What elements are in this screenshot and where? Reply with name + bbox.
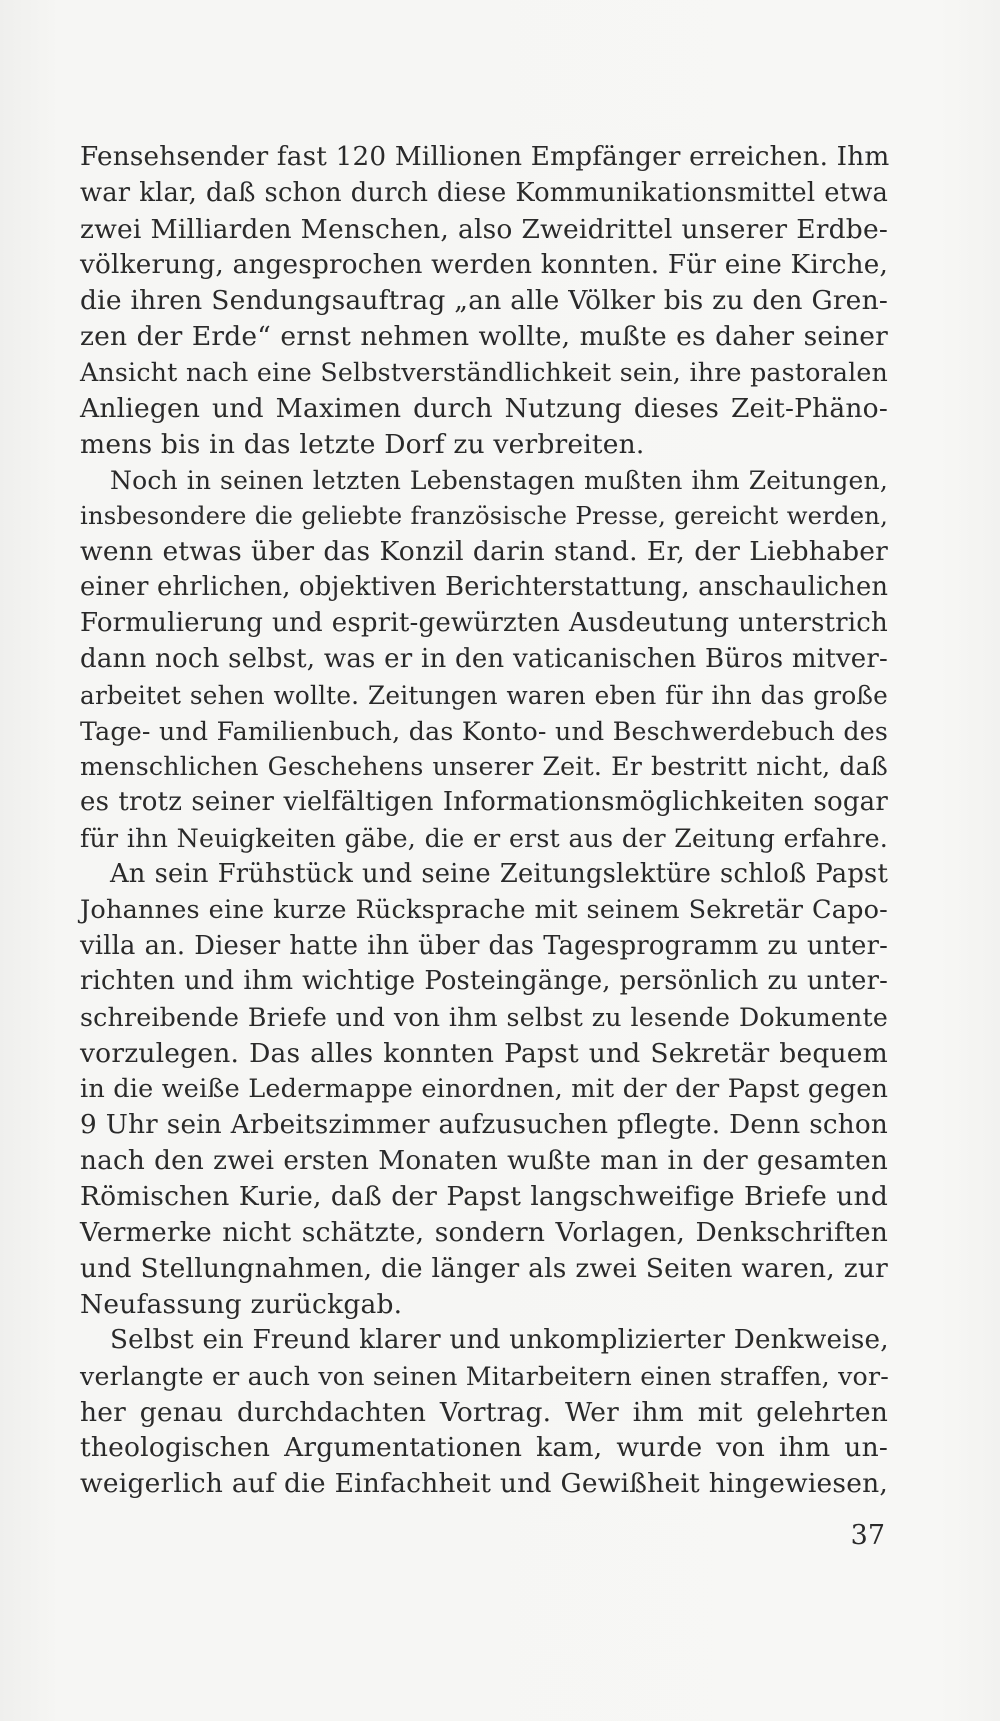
text-line: Johannes eine kurze Rücksprache mit seinem Sekretär Capo- [80, 894, 888, 925]
text-line: schreibende Briefe und von ihm selbst zu lesende Dokumente [80, 1003, 888, 1033]
text-line: Tage- und Familienbuch, das Konto- und Beschwerdebuch des [80, 716, 888, 746]
text-line: dann noch selbst, was er in den vaticanischen Büros mitver- [80, 643, 888, 674]
text-line: Ansicht nach eine Selbstverständlichkeit sein, ihre pastoralen [80, 358, 888, 388]
text-line: war klar, daß schon durch diese Kommunikationsmittel etwa [80, 177, 888, 208]
text-line: 9 Uhr sein Arbeitszimmer aufzusuchen pflegte. Denn schon [80, 1109, 888, 1140]
text-line: für ihn Neuigkeiten gäbe, die er erst aus der Zeitung erfahre. [80, 824, 888, 854]
text-line: arbeitet sehen wollte. Zeitungen waren eben für ihn das große [80, 680, 888, 710]
text-line: her genau durchdachten Vortrag. Wer ihm mit gelehrten [80, 1396, 888, 1428]
text-line: verlangte er auch von seinen Mitarbeitern einen straffen, vor- [80, 1361, 889, 1391]
text-line: nach den zwei ersten Monaten wußte man in der gesamten [80, 1145, 888, 1176]
text-line: zwei Milliarden Menschen, also Zweidrittel unserer Erdbe- [80, 213, 888, 245]
text-line: menschlichen Geschehens unserer Zeit. Er bestritt nicht, daß [80, 752, 888, 782]
text-line: richten und ihm wichtige Posteingänge, persönlich zu unter- [80, 966, 888, 997]
text-line: wenn etwas über das Konzil darin stand. Er, der Liebhaber [80, 536, 888, 568]
text-line: Römischen Kurie, daß der Papst langschweifige Briefe und [80, 1181, 888, 1213]
text-line: An sein Frühstück und seine Zeitungslektüre schloß Papst [110, 858, 888, 889]
text-line: theologischen Argumentationen kam, wurde von ihm un- [80, 1432, 888, 1464]
text-line: zen der Erde“ ernst nehmen wollte, mußte es daher seiner [80, 321, 888, 353]
text-line: völkerung, angesprochen werden konnten. Für eine Kirche, [80, 249, 888, 280]
text-line: die ihren Sendungsauftrag „an alle Völker bis zu den Gren- [80, 285, 888, 317]
text-line: Selbst ein Freund klarer und unkomplizierter Denkweise, [110, 1324, 889, 1355]
text-line: einer ehrlichen, objektiven Berichterstattung, anschaulichen [80, 572, 889, 603]
page-number: 37 [850, 1520, 885, 1551]
body-text [80, 140, 888, 1502]
text-line: mens bis in das letzte Dorf zu verbreiten. [80, 428, 645, 460]
text-line: Noch in seinen letzten Lebenstagen mußten ihm Zeitungen, [110, 465, 888, 495]
text-line: Formulierung und esprit-gewürzten Ausdeutung unterstrich [80, 607, 888, 638]
text-line: insbesondere die geliebte französische Presse, gereicht werden, [80, 501, 888, 531]
text-line: in die weiße Ledermappe einordnen, mit der der Papst gegen [80, 1073, 889, 1104]
text-line: villa an. Dieser hatte ihn über das Tagesprogramm zu unter- [80, 930, 888, 961]
text-line: weigerlich auf die Einfachheit und Gewißheit hingewiesen, [80, 1468, 888, 1500]
text-line: Neufassung zurückgab. [80, 1289, 403, 1320]
text-line: es trotz seiner vielfältigen Informationsmöglichkeiten sogar [80, 787, 888, 818]
text-line: Fensehsender fast 120 Millionen Empfänger erreichen. Ihm [80, 142, 890, 172]
text-line: vorzulegen. Das alles konnten Papst und Sekretär bequem [80, 1038, 888, 1070]
text-line: und Stellungnahmen, die länger als zwei Seiten waren, zur [80, 1253, 888, 1285]
text-line: Vermerke nicht schätzte, sondern Vorlagen, Denkschriften [80, 1217, 888, 1249]
text-line: Anliegen und Maximen durch Nutzung dieses Zeit-Phäno- [80, 392, 888, 424]
